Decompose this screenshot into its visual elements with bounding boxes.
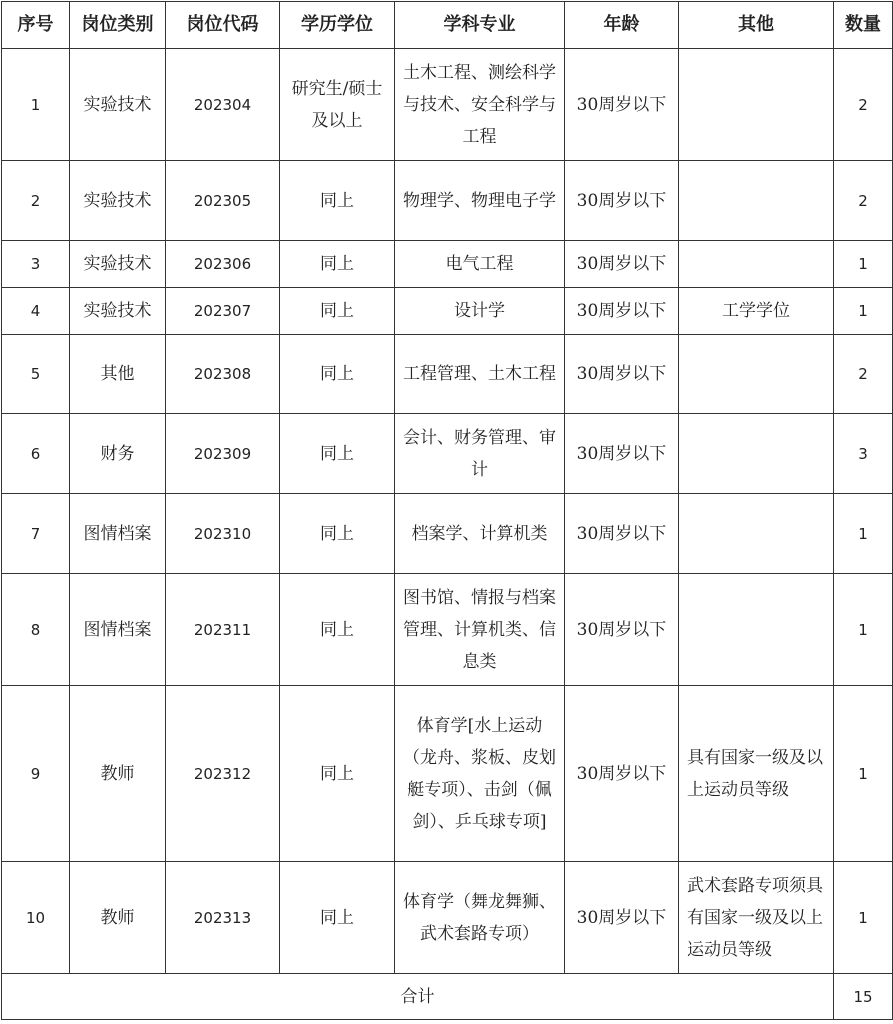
table-row bbox=[2, 288, 893, 335]
cell-code: 202308 bbox=[166, 335, 280, 414]
cell-degree: 同上 bbox=[280, 241, 395, 288]
cell-code: 202312 bbox=[166, 686, 280, 862]
cell-code: 202313 bbox=[166, 862, 280, 974]
total-label: 合计 bbox=[2, 974, 834, 1020]
cell-code: 202305 bbox=[166, 161, 280, 241]
cell-degree: 同上 bbox=[280, 862, 395, 974]
cell-count: 1 bbox=[834, 862, 893, 974]
cell-major: 体育学（舞龙舞狮、武术套路专项） bbox=[395, 862, 565, 974]
cell-age: 30周岁以下 bbox=[565, 574, 679, 686]
cell-age: 30周岁以下 bbox=[565, 686, 679, 862]
cell-no: 6 bbox=[2, 414, 70, 494]
cell-major: 会计、财务管理、审计 bbox=[395, 414, 565, 494]
cell-category: 实验技术 bbox=[70, 49, 166, 161]
header-other: 其他 bbox=[679, 2, 834, 49]
table-row bbox=[2, 494, 893, 574]
cell-other bbox=[679, 494, 834, 574]
cell-count: 1 bbox=[834, 574, 893, 686]
header-degree: 学历学位 bbox=[280, 2, 395, 49]
cell-count: 1 bbox=[834, 686, 893, 862]
cell-degree: 同上 bbox=[280, 686, 395, 862]
cell-no: 3 bbox=[2, 241, 70, 288]
table-row bbox=[2, 335, 893, 414]
cell-code: 202311 bbox=[166, 574, 280, 686]
cell-degree: 同上 bbox=[280, 414, 395, 494]
cell-major: 电气工程 bbox=[395, 241, 565, 288]
cell-count: 1 bbox=[834, 288, 893, 335]
cell-category: 其他 bbox=[70, 335, 166, 414]
header-code: 岗位代码 bbox=[166, 2, 280, 49]
total-count: 15 bbox=[834, 974, 893, 1020]
cell-category: 财务 bbox=[70, 414, 166, 494]
cell-no: 5 bbox=[2, 335, 70, 414]
cell-major: 物理学、物理电子学 bbox=[395, 161, 565, 241]
table-row bbox=[2, 414, 893, 494]
cell-no: 7 bbox=[2, 494, 70, 574]
recruitment-table bbox=[1, 1, 893, 1020]
cell-age: 30周岁以下 bbox=[565, 288, 679, 335]
cell-category: 图情档案 bbox=[70, 574, 166, 686]
cell-degree: 同上 bbox=[280, 161, 395, 241]
cell-no: 1 bbox=[2, 49, 70, 161]
cell-code: 202307 bbox=[166, 288, 280, 335]
table-row bbox=[2, 686, 893, 862]
table-row bbox=[2, 49, 893, 161]
cell-code: 202304 bbox=[166, 49, 280, 161]
header-age: 年龄 bbox=[565, 2, 679, 49]
cell-age: 30周岁以下 bbox=[565, 49, 679, 161]
cell-category: 实验技术 bbox=[70, 241, 166, 288]
cell-other: 具有国家一级及以上运动员等级 bbox=[679, 686, 834, 862]
cell-degree: 同上 bbox=[280, 335, 395, 414]
cell-count: 1 bbox=[834, 494, 893, 574]
cell-code: 202309 bbox=[166, 414, 280, 494]
cell-other bbox=[679, 161, 834, 241]
cell-major: 工程管理、土木工程 bbox=[395, 335, 565, 414]
header-category: 岗位类别 bbox=[70, 2, 166, 49]
table-row bbox=[2, 161, 893, 241]
cell-degree: 研究生/硕士及以上 bbox=[280, 49, 395, 161]
cell-degree: 同上 bbox=[280, 574, 395, 686]
total-row bbox=[2, 974, 893, 1020]
cell-age: 30周岁以下 bbox=[565, 494, 679, 574]
table-row bbox=[2, 574, 893, 686]
cell-category: 实验技术 bbox=[70, 288, 166, 335]
table-row bbox=[2, 862, 893, 974]
cell-no: 9 bbox=[2, 686, 70, 862]
cell-count: 2 bbox=[834, 161, 893, 241]
cell-age: 30周岁以下 bbox=[565, 862, 679, 974]
cell-other: 工学学位 bbox=[679, 288, 834, 335]
cell-count: 2 bbox=[834, 335, 893, 414]
cell-major: 图书馆、情报与档案管理、计算机类、信息类 bbox=[395, 574, 565, 686]
cell-age: 30周岁以下 bbox=[565, 335, 679, 414]
cell-category: 实验技术 bbox=[70, 161, 166, 241]
header-count: 数量 bbox=[834, 2, 893, 49]
cell-no: 8 bbox=[2, 574, 70, 686]
header-major: 学科专业 bbox=[395, 2, 565, 49]
cell-other bbox=[679, 241, 834, 288]
cell-major: 土木工程、测绘科学与技术、安全科学与工程 bbox=[395, 49, 565, 161]
cell-age: 30周岁以下 bbox=[565, 414, 679, 494]
cell-code: 202306 bbox=[166, 241, 280, 288]
cell-count: 2 bbox=[834, 49, 893, 161]
cell-count: 1 bbox=[834, 241, 893, 288]
cell-age: 30周岁以下 bbox=[565, 161, 679, 241]
header-row bbox=[2, 2, 893, 49]
cell-degree: 同上 bbox=[280, 288, 395, 335]
cell-age: 30周岁以下 bbox=[565, 241, 679, 288]
cell-count: 3 bbox=[834, 414, 893, 494]
cell-category: 教师 bbox=[70, 686, 166, 862]
cell-no: 10 bbox=[2, 862, 70, 974]
cell-category: 教师 bbox=[70, 862, 166, 974]
cell-other bbox=[679, 574, 834, 686]
cell-other bbox=[679, 335, 834, 414]
cell-other bbox=[679, 49, 834, 161]
cell-other: 武术套路专项须具有国家一级及以上运动员等级 bbox=[679, 862, 834, 974]
cell-major: 体育学[水上运动（龙舟、浆板、皮划艇专项）、击剑（佩剑）、乒乓球专项] bbox=[395, 686, 565, 862]
cell-no: 2 bbox=[2, 161, 70, 241]
cell-code: 202310 bbox=[166, 494, 280, 574]
cell-no: 4 bbox=[2, 288, 70, 335]
cell-other bbox=[679, 414, 834, 494]
cell-degree: 同上 bbox=[280, 494, 395, 574]
cell-major: 设计学 bbox=[395, 288, 565, 335]
cell-category: 图情档案 bbox=[70, 494, 166, 574]
header-no: 序号 bbox=[2, 2, 70, 49]
table-row bbox=[2, 241, 893, 288]
cell-major: 档案学、计算机类 bbox=[395, 494, 565, 574]
